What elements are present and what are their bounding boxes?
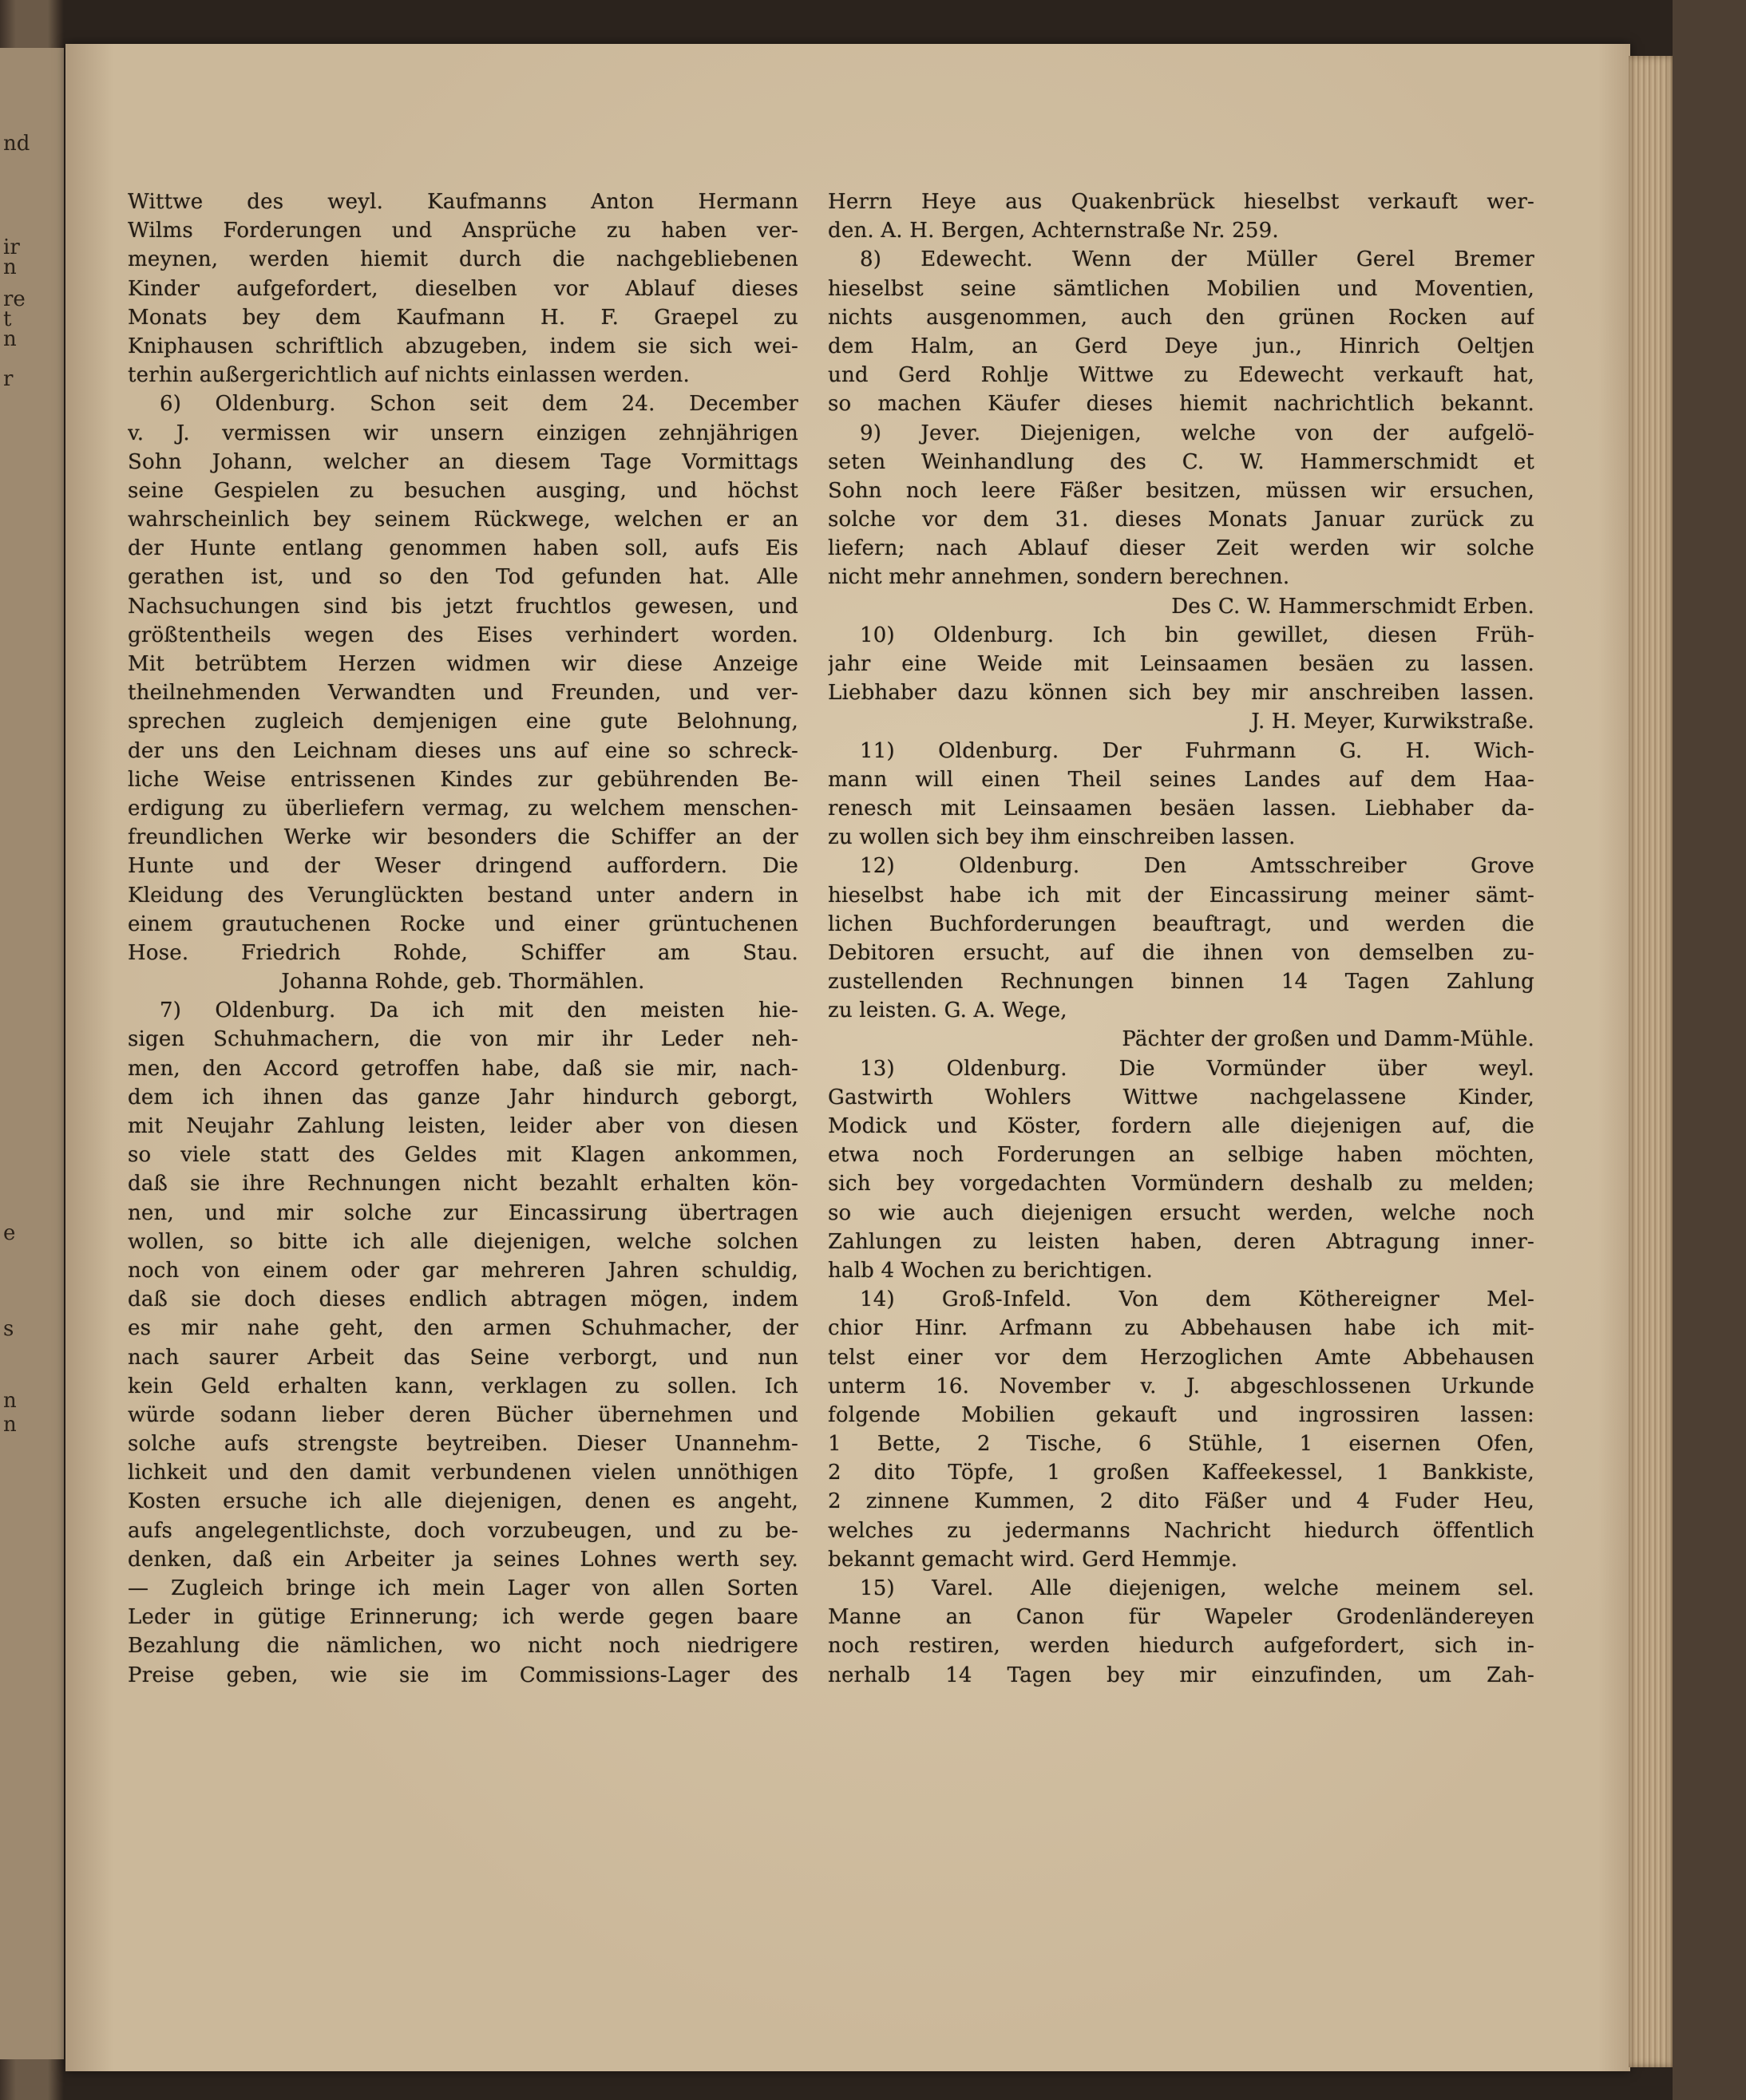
page-block-edge <box>1629 56 1673 2067</box>
text-line: 6) Oldenburg. Schon seit dem 24. December <box>160 392 798 417</box>
text-line: Debitoren ersucht, auf die ihnen von demselben zu- <box>828 940 1534 965</box>
text-line: meynen, werden hiemit durch die nachgebliebenen <box>128 247 798 272</box>
text-line: und Gerd Rohlje Wittwe zu Edewecht verkauft hat, <box>828 363 1534 388</box>
text-line: wahrscheinlich bey seinem Rückwege, welchen er an <box>128 508 798 532</box>
text-line: kein Geld erhalten kann, verklagen zu sollen. Ich <box>128 1374 798 1398</box>
text-line: nach saurer Arbeit das Seine verborgt, und nun <box>128 1345 798 1370</box>
text-line: nicht mehr annehmen, sondern berechnen. <box>828 565 1290 590</box>
previous-page-text-fragment: re <box>3 287 26 311</box>
text-line: 12) Oldenburg. Den Amtsschreiber Grove <box>860 854 1534 879</box>
previous-page-text-fragment: nd <box>3 132 30 156</box>
text-line: Nachsuchungen sind bis jetzt fruchtlos gewesen, und <box>128 594 798 619</box>
text-line: men, den Accord getroffen habe, daß sie mir, nach- <box>128 1056 798 1081</box>
text-line: liefern; nach Ablauf dieser Zeit werden wir solche <box>828 536 1534 561</box>
text-line: 1 Bette, 2 Tische, 6 Stühle, 1 eisernen Ofen, <box>828 1432 1534 1457</box>
text-line: Hunte und der Weser dringend auffordern. Die <box>128 854 798 879</box>
text-line: den. A. H. Bergen, Achternstraße Nr. 259. <box>828 219 1279 243</box>
text-line: so wie auch diejenigen ersucht werden, welche noch <box>828 1200 1534 1225</box>
text-line: halb 4 Wochen zu berichtigen. <box>828 1258 1153 1283</box>
text-line: 2 dito Töpfe, 1 großen Kaffeekessel, 1 Bankkiste, <box>828 1461 1534 1485</box>
text-line: Pächter der großen und Damm-Mühle. <box>1122 1027 1534 1052</box>
text-line: hieselbst habe ich mit der Eincassirung meiner sämt- <box>828 883 1534 908</box>
text-line: der Hunte entlang genommen haben soll, aufs Eis <box>128 536 798 561</box>
text-line: Kniphausen schriftlich abzugeben, indem sie sich wei- <box>128 334 798 358</box>
text-line: so viele statt des Geldes mit Klagen ankommen, <box>128 1143 798 1168</box>
text-line: 7) Oldenburg. Da ich mit den meisten hie- <box>160 999 798 1023</box>
text-line: nen, und mir solche zur Eincassirung übertragen <box>128 1200 798 1225</box>
text-line: 14) Groß-Infeld. Von dem Köthereigner Mel- <box>860 1287 1534 1312</box>
text-line: zu leisten. G. A. Wege, <box>828 999 1067 1023</box>
right-column <box>828 188 1534 1690</box>
book-page <box>65 44 1630 2071</box>
previous-page-text-fragment: n <box>3 1389 17 1413</box>
text-line: sigen Schuhmachern, die von mir ihr Leder neh- <box>128 1027 798 1052</box>
text-line: terhin außergerichtlich auf nichts einlassen werden. <box>128 363 690 388</box>
text-line: Sohn Johann, welcher an diesem Tage Vormittags <box>128 449 798 474</box>
text-line: noch restiren, werden hiedurch aufgefordert, sich in- <box>828 1634 1534 1659</box>
text-line: unterm 16. November v. J. abgeschlossenen Urkunde <box>828 1374 1534 1398</box>
text-line: sprechen zugleich demjenigen eine gute Belohnung, <box>128 710 798 734</box>
text-line: daß sie doch dieses endlich abtragen mögen, indem <box>128 1287 798 1312</box>
text-line: es mir nahe geht, den armen Schuhmacher, der <box>128 1316 798 1341</box>
text-line: folgende Mobilien gekauft und ingrossiren lassen: <box>828 1402 1534 1427</box>
text-line: Des C. W. Hammerschmidt Erben. <box>1171 594 1534 619</box>
text-line: würde sodann lieber deren Bücher übernehmen und <box>128 1402 798 1427</box>
previous-page-text-fragment: ir <box>3 235 20 259</box>
text-line: seine Gespielen zu besuchen ausging, und höchst <box>128 478 798 503</box>
text-line: Wittwe des weyl. Kaufmanns Anton Hermann <box>128 190 798 214</box>
text-line: J. H. Meyer, Kurwikstraße. <box>1251 710 1534 734</box>
text-line: welches zu jedermanns Nachricht hiedurch öffentlich <box>828 1518 1534 1543</box>
previous-page-text-fragment: e <box>3 1221 16 1245</box>
text-line: 9) Jever. Diejenigen, welche von der aufgelö- <box>860 421 1534 445</box>
text-line: freundlichen Werke wir besonders die Schiffer an der <box>128 825 798 850</box>
text-line: denken, daß ein Arbeiter ja seines Lohnes werth sey. <box>128 1547 798 1572</box>
text-line: Manne an Canon für Wapeler Grodenländereyen <box>828 1605 1534 1630</box>
text-line: 13) Oldenburg. Die Vormünder über weyl. <box>860 1056 1534 1081</box>
text-line: Preise geben, wie sie im Commissions-Lager des <box>128 1663 798 1687</box>
text-line: Kinder aufgefordert, dieselben vor Ablauf dieses <box>128 276 798 301</box>
previous-page-text-fragment: t <box>3 307 12 331</box>
text-line: mann will einen Theil seines Landes auf dem Haa- <box>828 767 1534 792</box>
text-line: zustellenden Rechnungen binnen 14 Tagen Zahlung <box>828 970 1534 995</box>
text-line: dem ich ihnen das ganze Jahr hindurch geborgt, <box>128 1085 798 1109</box>
text-line: 2 zinnene Kummen, 2 dito Fäßer und 4 Fuder Heu, <box>828 1489 1534 1514</box>
text-line: Hose. Friedrich Rohde, Schiffer am Stau. <box>128 940 798 965</box>
text-line: bekannt gemacht wird. Gerd Hemmje. <box>828 1547 1238 1572</box>
text-line: liche Weise entrissenen Kindes zur gebührenden Be- <box>128 767 798 792</box>
text-line: lichkeit und den damit verbundenen vielen unnöthigen <box>128 1461 798 1485</box>
text-line: Modick und Köster, fordern alle diejenigen auf, die <box>828 1114 1534 1138</box>
text-line: Johanna Rohde, geb. Thormählen. <box>281 970 645 995</box>
previous-page-text-fragment: n <box>3 1413 17 1437</box>
text-line: daß sie ihre Rechnungen nicht bezahlt erhalten kön- <box>128 1172 798 1196</box>
text-line: telst einer vor dem Herzoglichen Amte Abbehausen <box>828 1345 1534 1370</box>
text-line: aufs angelegentlichste, doch vorzubeugen, und zu be- <box>128 1518 798 1543</box>
text-line: Mit betrübtem Herzen widmen wir diese Anzeige <box>128 652 798 676</box>
text-line: gerathen ist, und so den Tod gefunden hat. Alle <box>128 565 798 590</box>
text-line: lichen Buchforderungen beauftragt, und werden die <box>828 912 1534 936</box>
text-line: 8) Edewecht. Wenn der Müller Gerel Bremer <box>860 247 1534 272</box>
text-line: nichts ausgenommen, auch den grünen Rocken auf <box>828 305 1534 330</box>
text-line: solche vor dem 31. dieses Monats Januar zurück zu <box>828 508 1534 532</box>
text-line: wollen, so bitte ich alle diejenigen, welche solchen <box>128 1229 798 1254</box>
text-line: seten Weinhandlung des C. W. Hammerschmidt et <box>828 449 1534 474</box>
text-line: Zahlungen zu leisten haben, deren Abtragung inner- <box>828 1229 1534 1254</box>
text-line: mit Neujahr Zahlung leisten, leider aber von diesen <box>128 1114 798 1138</box>
left-column <box>128 188 798 1690</box>
text-line: — Zugleich bringe ich mein Lager von allen Sorten <box>128 1576 798 1600</box>
text-line: jahr eine Weide mit Leinsaamen besäen zu lassen. <box>828 652 1534 676</box>
text-line: sich bey vorgedachten Vormündern deshalb zu melden; <box>828 1172 1534 1196</box>
text-line: Liebhaber dazu können sich bey mir anschreiben lassen. <box>828 681 1534 706</box>
text-line: noch von einem oder gar mehreren Jahren schuldig, <box>128 1258 798 1283</box>
text-line: so machen Käufer dieses hiemit nachrichtlich bekannt. <box>828 392 1534 417</box>
text-line: solche aufs strengste beytreiben. Dieser Unannehm- <box>128 1432 798 1457</box>
text-line: Kosten ersuche ich alle diejenigen, denen es angeht, <box>128 1489 798 1514</box>
text-line: der uns den Leichnam dieses uns auf eine so schreck- <box>128 738 798 763</box>
text-line: 10) Oldenburg. Ich bin gewillet, diesen Früh- <box>860 623 1534 647</box>
text-line: Monats bey dem Kaufmann H. F. Graepel zu <box>128 305 798 330</box>
text-line: 11) Oldenburg. Der Fuhrmann G. H. Wich- <box>860 738 1534 763</box>
previous-page-text-fragment: n <box>3 327 17 351</box>
text-line: Herrn Heye aus Quakenbrück hieselbst verkauft wer- <box>828 190 1534 214</box>
text-line: Gastwirth Wohlers Wittwe nachgelassene Kinder, <box>828 1085 1534 1109</box>
text-line: 15) Varel. Alle diejenigen, welche meinem sel. <box>860 1576 1534 1600</box>
text-line: theilnehmenden Verwandten und Freunden, und ver- <box>128 681 798 706</box>
text-line: Leder in gütige Erinnerung; ich werde gegen baare <box>128 1605 798 1630</box>
text-line: etwa noch Forderungen an selbige haben möchten, <box>828 1143 1534 1168</box>
previous-page-text-fragment: r <box>3 367 14 391</box>
text-line: einem grautuchenen Rocke und einer grüntuchenen <box>128 912 798 936</box>
background-right <box>1673 0 1746 2100</box>
text-line: dem Halm, an Gerd Deye jun., Hinrich Oeltjen <box>828 334 1534 358</box>
text-line: renesch mit Leinsaamen besäen lassen. Liebhaber da- <box>828 796 1534 821</box>
previous-page-text-fragment: s <box>3 1317 14 1341</box>
previous-page-edge <box>0 48 64 2059</box>
text-line: Wilms Forderungen und Ansprüche zu haben ver- <box>128 219 798 243</box>
text-line: zu wollen sich bey ihm einschreiben lassen. <box>828 825 1296 850</box>
text-line: Bezahlung die nämlichen, wo nicht noch niedrigere <box>128 1634 798 1659</box>
previous-page-text-fragment: n <box>3 255 17 279</box>
text-line: größtentheils wegen des Eises verhindert worden. <box>128 623 798 647</box>
text-line: chior Hinr. Arfmann zu Abbehausen habe ich mit- <box>828 1316 1534 1341</box>
text-line: nerhalb 14 Tagen bey mir einzufinden, um Zah- <box>828 1663 1534 1687</box>
text-line: Kleidung des Verunglückten bestand unter andern in <box>128 883 798 908</box>
text-line: erdigung zu überliefern vermag, zu welchem menschen- <box>128 796 798 821</box>
text-line: v. J. vermissen wir unsern einzigen zehnjährigen <box>128 421 798 445</box>
text-line: hieselbst seine sämtlichen Mobilien und Moventien, <box>828 276 1534 301</box>
text-line: Sohn noch leere Fäßer besitzen, müssen wir ersuchen, <box>828 478 1534 503</box>
